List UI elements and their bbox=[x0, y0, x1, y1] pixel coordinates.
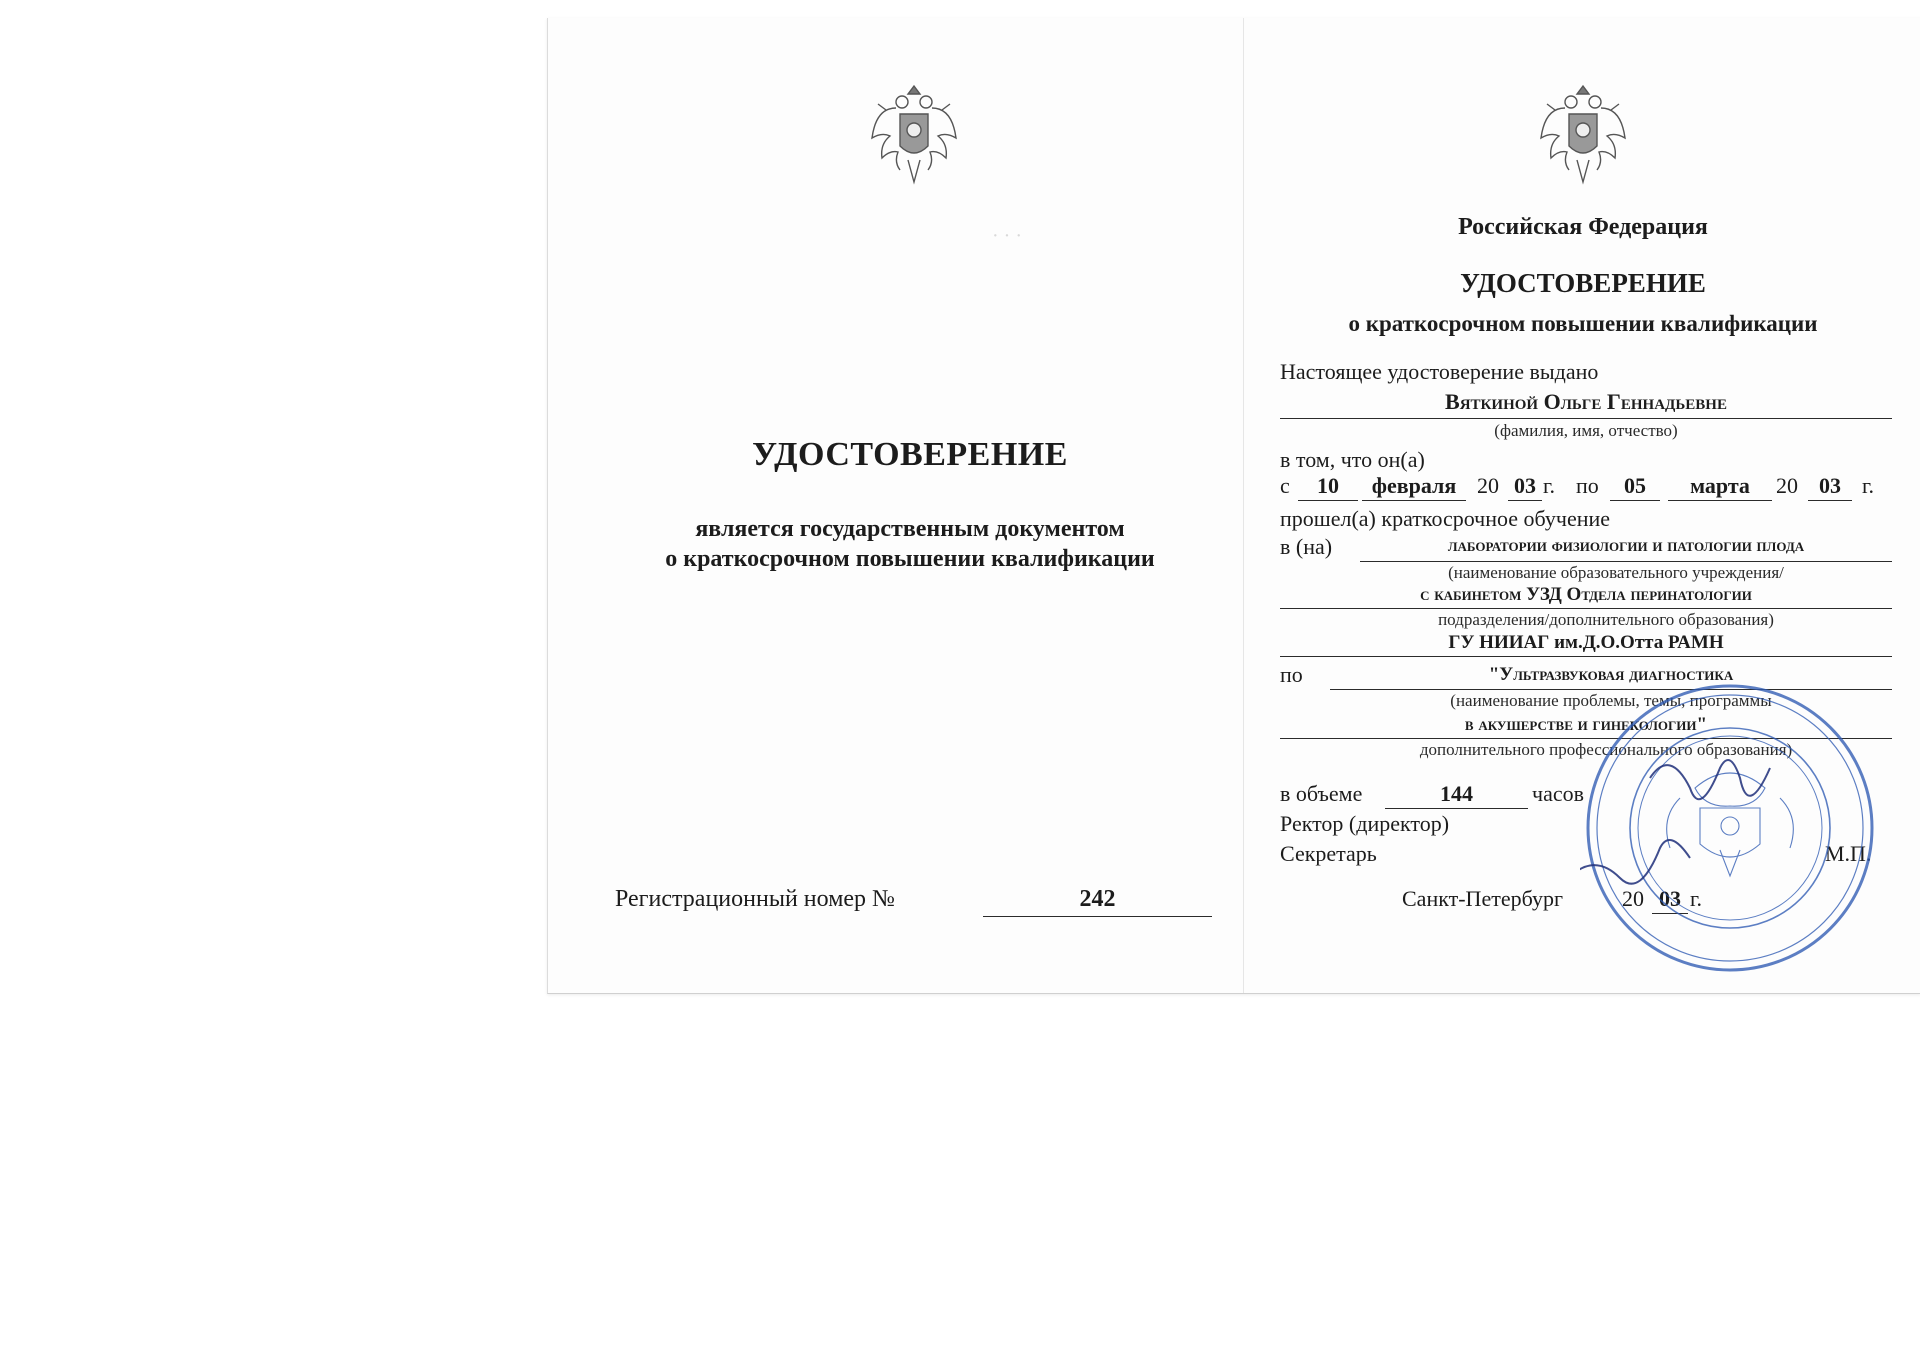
registration-underline bbox=[983, 916, 1212, 917]
issue-year: 03 bbox=[1659, 886, 1681, 911]
left-subtitle-line2: о краткосрочном повышении квалификации bbox=[665, 546, 1155, 572]
date-to-day: 05 bbox=[1624, 473, 1646, 498]
faint-bleedthrough-text: · · · bbox=[992, 225, 1022, 247]
coat-of-arms-emblem-right bbox=[1535, 80, 1631, 190]
institution-caption1: (наименование образовательного учреждения/ bbox=[1448, 563, 1784, 582]
volume-underline bbox=[1385, 808, 1528, 809]
left-title: УДОСТОВЕРЕНИЕ bbox=[752, 436, 1068, 473]
date-from-prefix: с bbox=[1280, 473, 1290, 498]
date-to-century: 20 bbox=[1776, 473, 1798, 498]
from-day-underline bbox=[1298, 500, 1358, 501]
secretary-label: Секретарь bbox=[1280, 841, 1377, 866]
official-round-stamp bbox=[1580, 678, 1880, 978]
right-subtitle: о краткосрочном повышении квалификации bbox=[1348, 311, 1818, 336]
coat-of-arms-emblem-left bbox=[866, 80, 962, 190]
institution-line2-underline bbox=[1280, 608, 1892, 609]
issued-to-label: Настоящее удостоверение выдано bbox=[1280, 359, 1599, 384]
registration-number: 242 bbox=[1079, 886, 1116, 912]
registration-label: Регистрационный номер № bbox=[615, 886, 895, 912]
from-month-underline bbox=[1362, 500, 1466, 501]
date-from-day: 10 bbox=[1317, 473, 1339, 498]
from-year-underline bbox=[1508, 500, 1542, 501]
program-line1: "Ультразвуковая диагностика bbox=[1488, 664, 1734, 685]
left-subtitle-line1: является государственным документом bbox=[695, 516, 1125, 542]
to-year-underline bbox=[1808, 500, 1852, 501]
rector-label: Ректор (директор) bbox=[1280, 811, 1450, 836]
volume-hours: 144 bbox=[1440, 781, 1473, 806]
date-from-suffix: г. bbox=[1543, 473, 1556, 498]
institution-line1-underline bbox=[1360, 561, 1892, 562]
city-label: Санкт-Петербург bbox=[1402, 886, 1563, 911]
right-title: УДОСТОВЕРЕНИЕ bbox=[1460, 268, 1706, 298]
name-underline bbox=[1280, 418, 1892, 419]
hours-label: часов bbox=[1532, 781, 1584, 806]
date-from-month: февраля bbox=[1371, 473, 1457, 498]
institution-caption2: подразделения/дополнительного образования) bbox=[1438, 610, 1774, 629]
recipient-full-name: Вяткиной Ольге Геннадьевне bbox=[1445, 389, 1727, 414]
on-label: по bbox=[1280, 662, 1303, 687]
to-day-underline bbox=[1610, 500, 1660, 501]
country-name: Российская Федерация bbox=[1458, 214, 1708, 240]
institution-line1: лаборатории физиологии и патологии плода bbox=[1447, 535, 1805, 556]
institution-line2: с кабинетом УЗД Отдела перинатологии bbox=[1420, 584, 1752, 605]
date-to-month: марта bbox=[1690, 473, 1750, 498]
date-to-year: 03 bbox=[1819, 473, 1841, 498]
full-name-caption: (фамилия, имя, отчество) bbox=[1494, 421, 1678, 440]
program-line2: в акушерстве и гинекологии" bbox=[1464, 714, 1708, 735]
volume-label: в объеме bbox=[1280, 781, 1363, 806]
date-to-prefix: по bbox=[1576, 473, 1599, 498]
issue-year-suffix: г. bbox=[1690, 886, 1703, 911]
issue-century: 20 bbox=[1622, 886, 1644, 911]
date-from-century: 20 bbox=[1477, 473, 1499, 498]
passed-training-label: прошел(а) краткосрочное обучение bbox=[1280, 506, 1611, 531]
institution-line3-underline bbox=[1280, 656, 1892, 657]
seal-place-label: М.П. bbox=[1825, 841, 1872, 866]
in-label: в (на) bbox=[1280, 534, 1333, 559]
date-to-suffix: г. bbox=[1862, 473, 1875, 498]
institution-line3: ГУ НИИАГ им.Д.О.Отта РАМН bbox=[1448, 632, 1724, 653]
date-from-year: 03 bbox=[1514, 473, 1536, 498]
program-caption1: (наименование проблемы, темы, программы bbox=[1450, 691, 1772, 710]
that-label: в том, что он(а) bbox=[1280, 447, 1425, 472]
program-caption2: дополнительного профессионального образования) bbox=[1419, 740, 1793, 759]
page-fold bbox=[1243, 18, 1244, 993]
to-month-underline bbox=[1668, 500, 1772, 501]
